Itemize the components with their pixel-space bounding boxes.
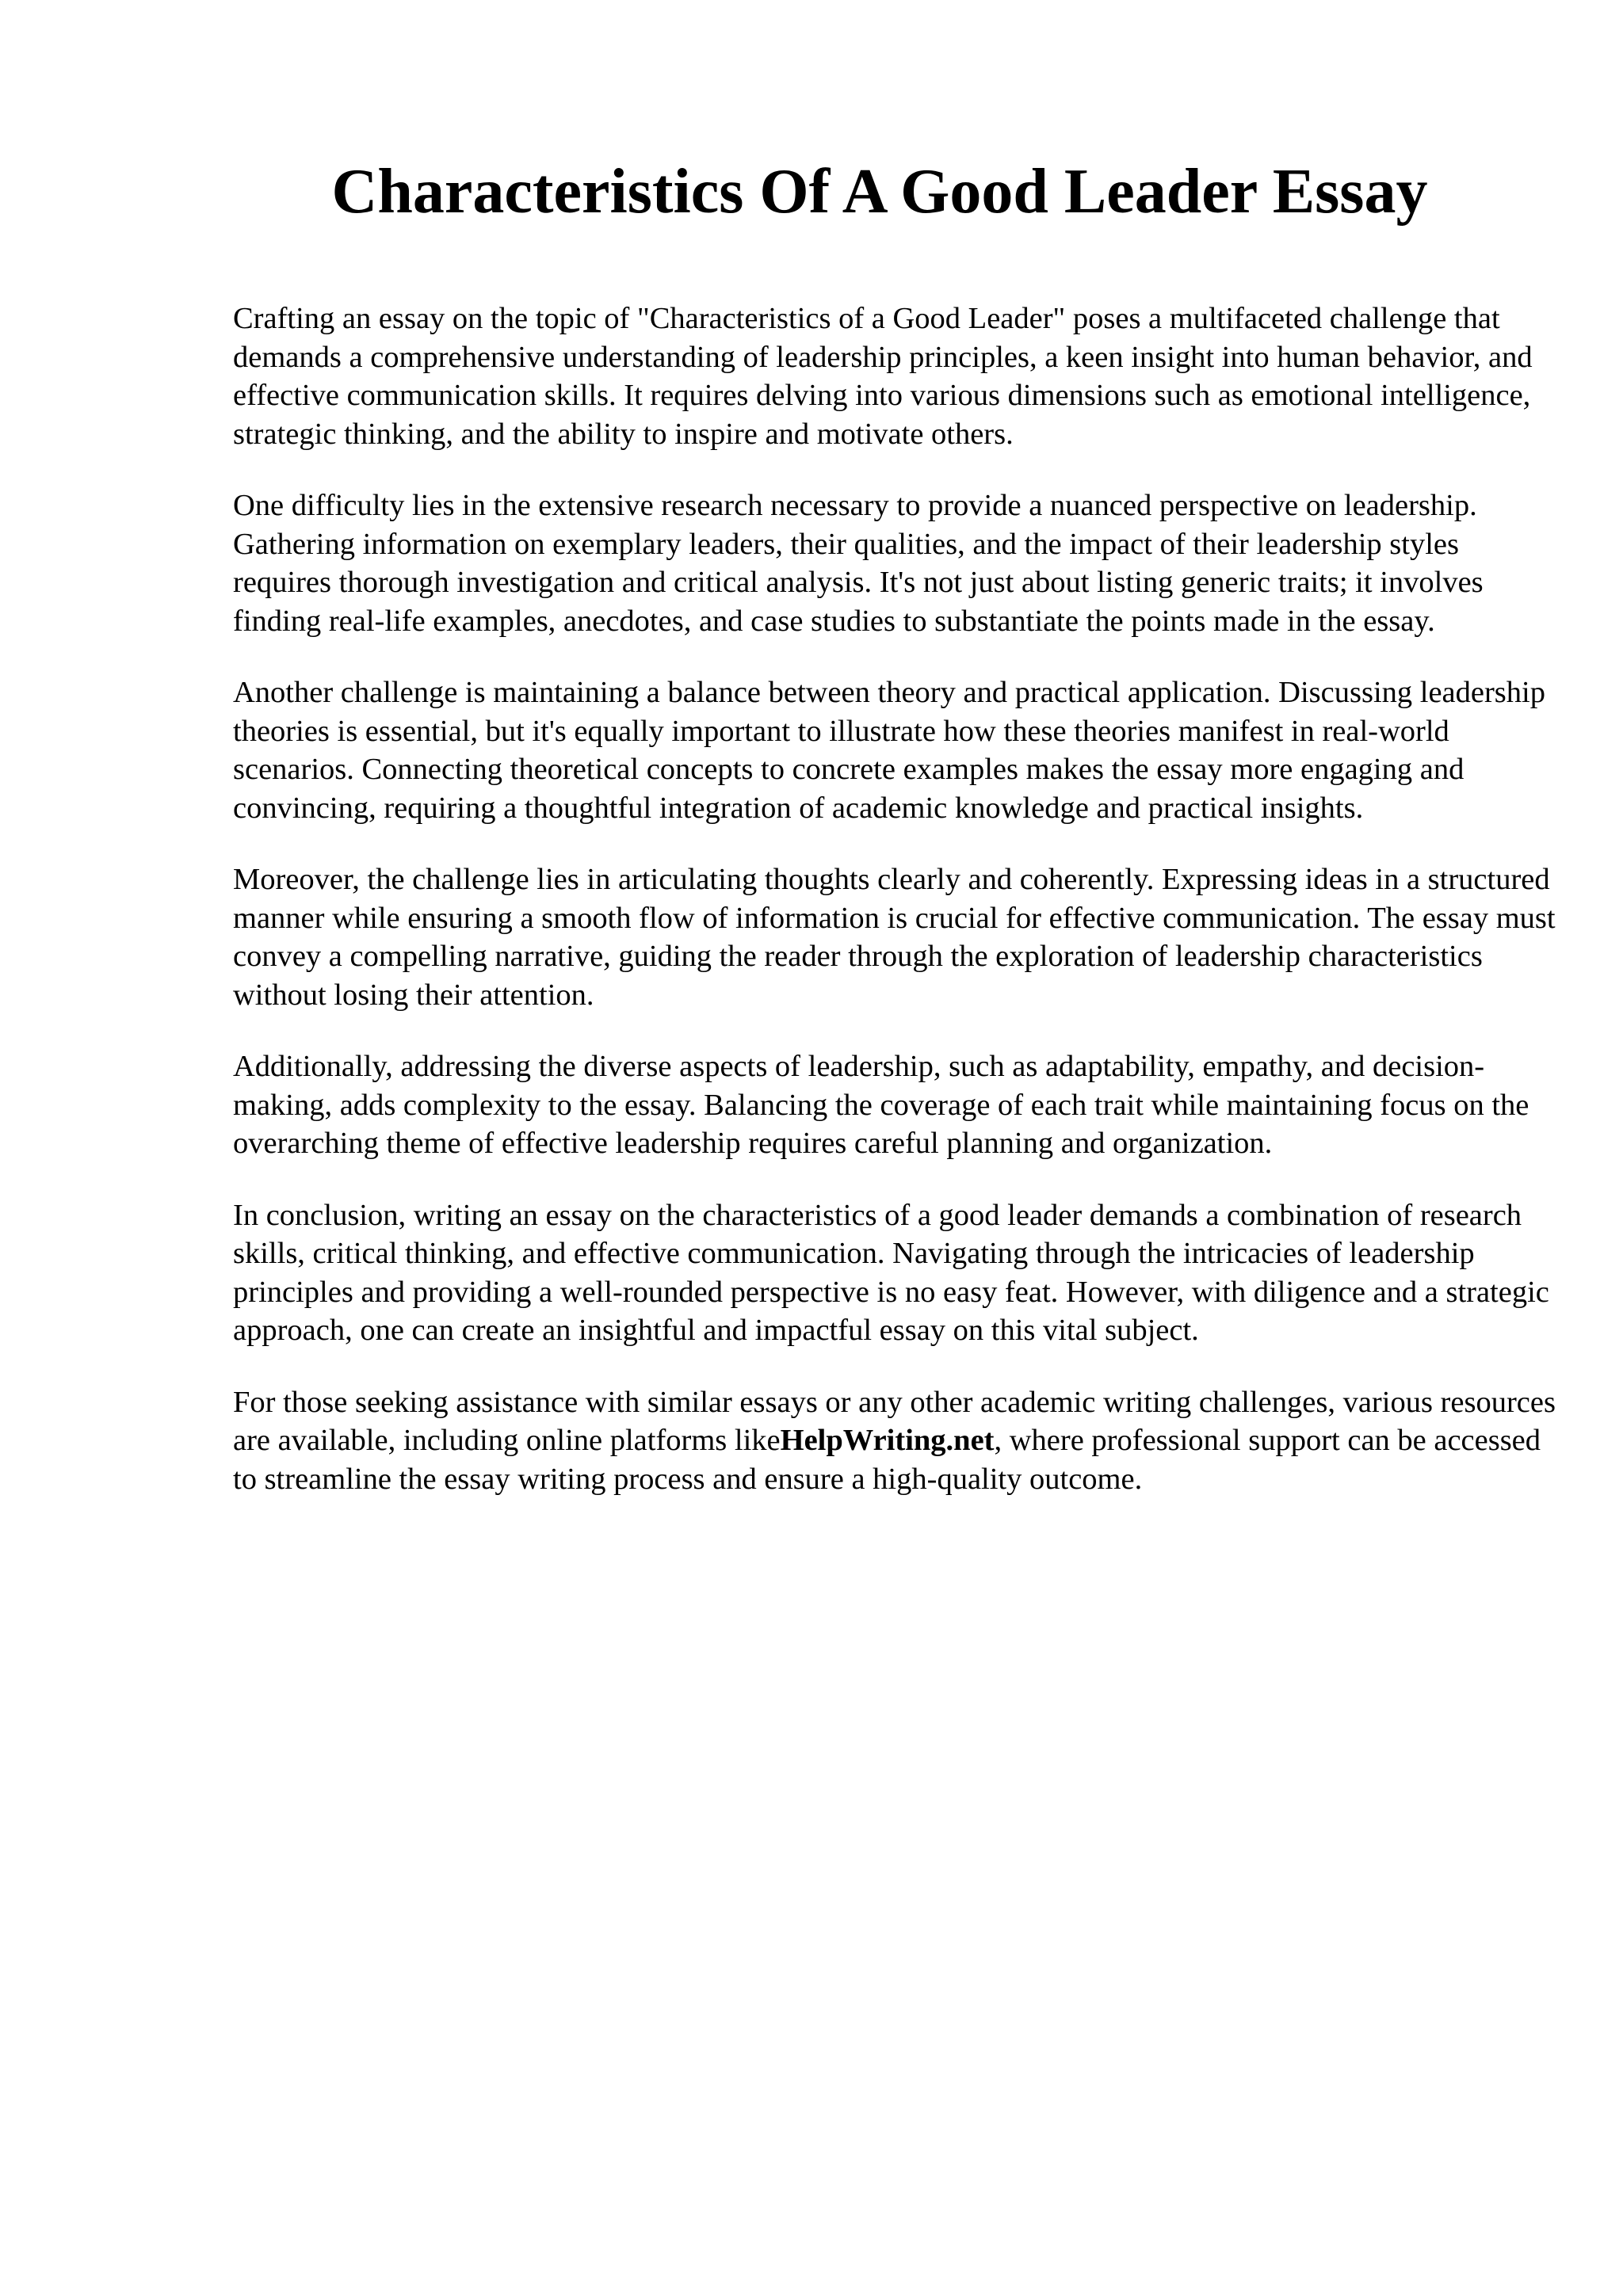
paragraph-4: Moreover, the challenge lies in articulating thoughts clearly and coherently. Expressing ideas in a structured manner while ensuring a smooth flow of information is crucial for effective communication. The essay must convey a compelling narrative, guiding the reader through the exploration of leadership characteristics without losing their attention.: [233, 863, 1556, 1012]
paragraph-6: In conclusion, writing an essay on the characteristics of a good leader demands a combination of research skills, critical thinking, and effective communication. Navigating through the intricacies of leadership principles and providing a well-rounded perspective is no easy feat. However, with diligence and a strategic approach, one can create an insightful and impactful essay on this vital subject.: [233, 1198, 1549, 1347]
paragraph-3: Another challenge is maintaining a balance between theory and practical application. Discussing leadership theories is essential, but it's equally important to illustrate how these theories manifest in real-world scenarios. Connecting theoretical concepts to concrete examples makes the essay more engaging and convincing, requiring a thoughtful integration of academic knowledge and practical insights.: [233, 676, 1545, 825]
closing-text-before: For those seeking assistance with similar essays or any other academic writing challenges, various resources are available, including online platforms like: [233, 1385, 1556, 1457]
document-title: Characteristics Of A Good Leader Essay: [331, 157, 1428, 227]
helpwriting-link[interactable]: HelpWriting.net: [780, 1424, 995, 1457]
closing-paragraph: [233, 1383, 1564, 1499]
paragraph-1: Crafting an essay on the topic of "Characteristics of a Good Leader" poses a multifaceted challenge that demands a comprehensive understanding of leadership principles, a keen insight into human behavior, and effective communication skills. It requires delving into various dimensions such as emotional intelligence, strategic thinking, and the ability to inspire and motivate others.: [233, 302, 1533, 451]
closing-text-after: , where professional support can be accessed to streamline the essay writing process and ensure a high-quality outcome.: [233, 1424, 1541, 1496]
document-body: [233, 299, 1564, 1531]
paragraph-2: One difficulty lies in the extensive research necessary to provide a nuanced perspective on leadership. Gathering information on exemplary leaders, their qualities, and the impact of their leadership styles requires thorough investigation and critical analysis. It's not just about listing generic traits; it involves finding real-life examples, anecdotes, and case studies to substantiate the points made in the essay.: [233, 489, 1484, 638]
paragraph-5: Additionally, addressing the diverse aspects of leadership, such as adaptability, empathy, and decision-making, adds complexity to the essay. Balancing the coverage of each trait while maintaining focus on the overarching theme of effective leadership requires careful planning and organization.: [233, 1050, 1529, 1160]
